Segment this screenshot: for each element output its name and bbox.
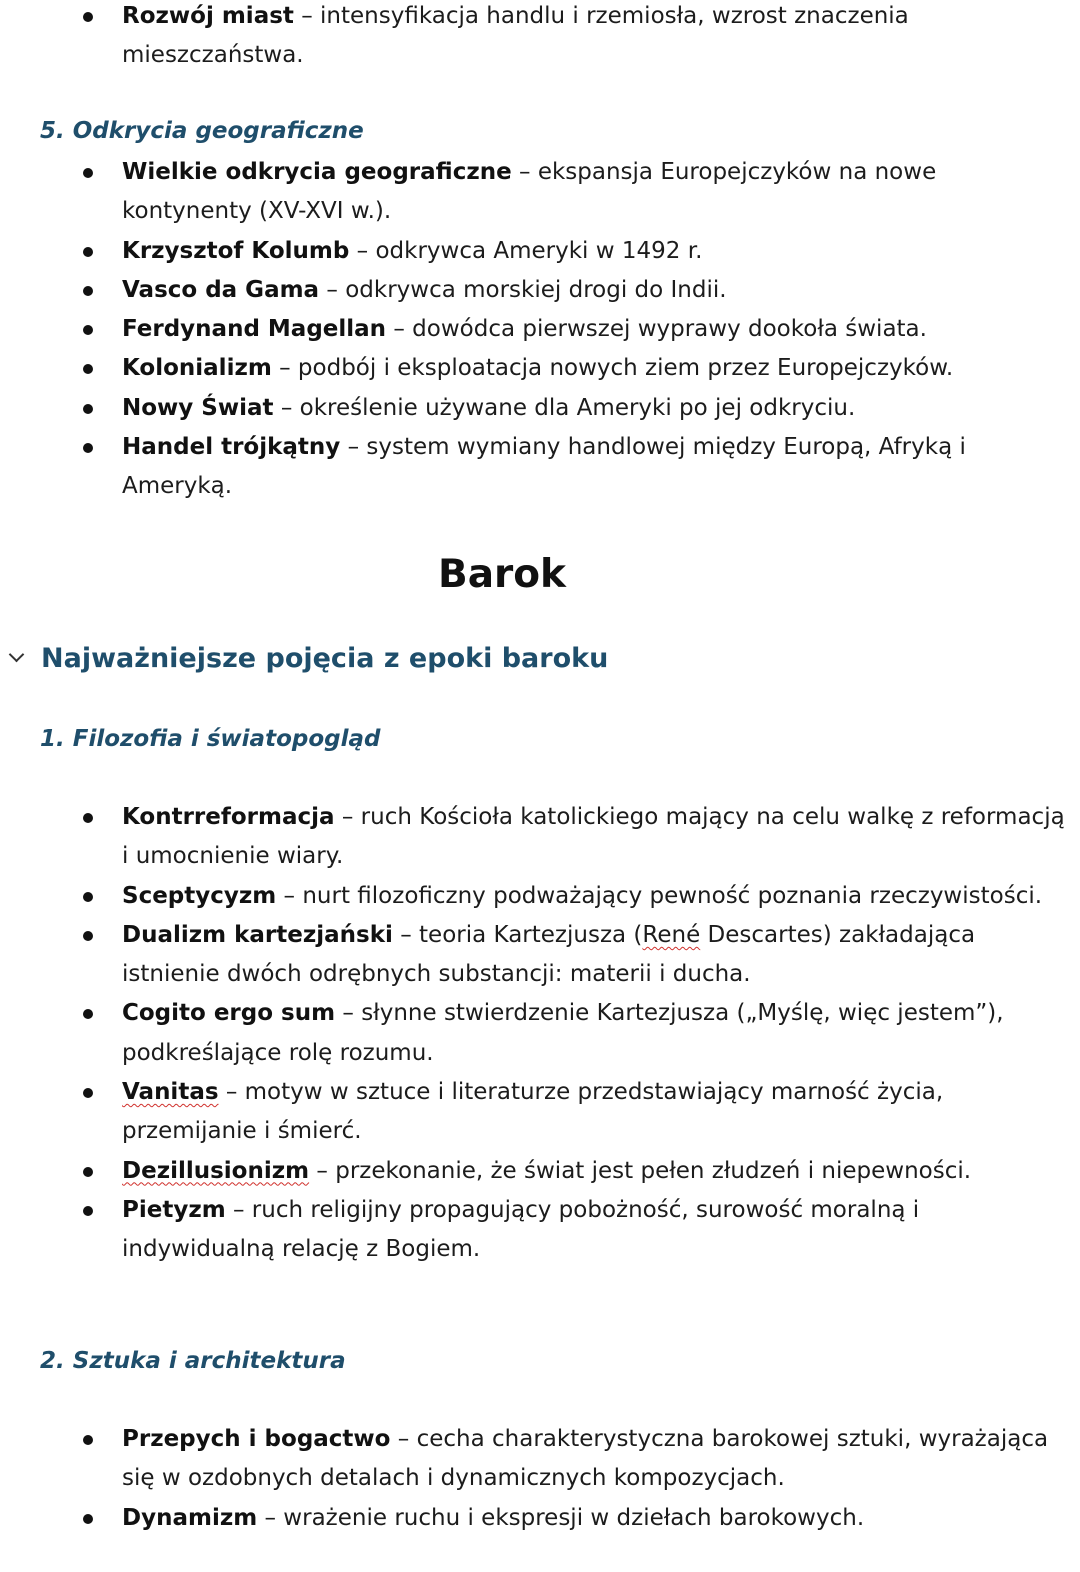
definition: – teoria Kartezjusza ( bbox=[392, 921, 643, 948]
term: Vanitas bbox=[122, 1079, 219, 1106]
section-heading-sztuka: 2. Sztuka i architektura bbox=[40, 1348, 346, 1374]
collapsible-heading-label: Najważniejsze pojęcia z epoki baroku bbox=[41, 643, 609, 674]
bullet-icon bbox=[83, 1514, 93, 1524]
list-item bbox=[0, 0, 1080, 76]
spellcheck-underlined-word: René bbox=[642, 921, 701, 948]
definition: – ruch Kościoła katolickiego mający na celu walkę z reformacją i umocnienie wiary. bbox=[122, 804, 1065, 870]
list-item bbox=[0, 310, 1080, 349]
term: Sceptycyzm bbox=[122, 882, 277, 909]
term: Nowy Świat bbox=[122, 394, 274, 421]
section2-bullet-list bbox=[0, 1420, 1080, 1538]
bullet-icon bbox=[83, 404, 93, 414]
collapsible-heading[interactable] bbox=[8, 643, 608, 674]
section-heading-filozofia: 1. Filozofia i światopogląd bbox=[40, 726, 381, 752]
bullet-icon bbox=[83, 325, 93, 335]
list-item bbox=[0, 1191, 1080, 1270]
bullet-icon bbox=[83, 931, 93, 941]
definition: – określenie używane dla Ameryki po jej odkryciu. bbox=[273, 394, 856, 421]
term: Krzysztof Kolumb bbox=[122, 237, 350, 264]
bullet-icon bbox=[83, 247, 93, 257]
definition: – system wymiany handlowej między Europą, Afryką i Ameryką. bbox=[122, 434, 966, 500]
definition: – ekspansja Europejczyków na nowe kontynenty (XV-XVI w.). bbox=[122, 159, 937, 225]
definition: – odkrywca Ameryki w 1492 r. bbox=[349, 237, 703, 264]
list-item bbox=[0, 232, 1080, 271]
list-item bbox=[0, 1073, 1080, 1152]
definition: – przekonanie, że świat jest pełen złudzeń i niepewności. bbox=[309, 1157, 972, 1184]
term: Pietyzm bbox=[122, 1196, 226, 1223]
bullet-icon bbox=[83, 813, 93, 823]
definition: – nurt filozoficzny podważający pewność poznania rzeczywistości. bbox=[276, 882, 1043, 909]
definition-continued: Descartes) zakładająca istnienie dwóch odrębnych substancji: materii i ducha. bbox=[122, 921, 976, 988]
list-item bbox=[0, 428, 1080, 507]
bullet-icon bbox=[83, 1435, 93, 1445]
list-item bbox=[0, 1499, 1080, 1538]
definition: – słynne stwierdzenie Kartezjusza („Myślę, więc jestem”), podkreślające rolę rozumu. bbox=[122, 1000, 1004, 1066]
chevron-down-icon[interactable] bbox=[9, 647, 25, 663]
list-item bbox=[0, 798, 1080, 877]
section1-bullet-list bbox=[0, 798, 1080, 1270]
bullet-icon bbox=[83, 286, 93, 296]
term: Kontrreformacja bbox=[122, 804, 335, 830]
term: Rozwój miast bbox=[122, 3, 294, 29]
term: Dezillusionizm bbox=[122, 1157, 310, 1184]
bullet-icon bbox=[83, 443, 93, 453]
term: Cogito ergo sum bbox=[122, 1000, 336, 1027]
bullet-icon bbox=[83, 1088, 93, 1098]
bullet-icon bbox=[83, 364, 93, 374]
term: Wielkie odkrycia geograficzne bbox=[122, 159, 512, 185]
definition: – podbój i eksploatacja nowych ziem przez Europejczyków. bbox=[271, 355, 954, 382]
section-heading-odkrycia: 5. Odkrycia geograficzne bbox=[40, 118, 364, 144]
definition: – motyw w sztuce i literaturze przedstawiający marność życia, przemijanie i śmierć. bbox=[122, 1079, 944, 1145]
definition: – ruch religijny propagujący pobożność, surowość moralną i indywidualną relację z Bogiem. bbox=[122, 1196, 920, 1263]
list-item bbox=[0, 1152, 1080, 1191]
bullet-icon bbox=[83, 1167, 93, 1177]
chapter-title: Barok bbox=[437, 552, 566, 597]
bullet-icon bbox=[83, 12, 93, 22]
definition: – odkrywca morskiej drogi do Indii. bbox=[319, 276, 727, 303]
term: Vasco da Gama bbox=[122, 276, 320, 303]
definition: – wrażenie ruchu i ekspresji w dziełach barokowych. bbox=[257, 1504, 865, 1531]
definition: – dowódca pierwszej wyprawy dookoła świata. bbox=[386, 316, 927, 343]
term: Dualizm kartezjański bbox=[122, 921, 393, 948]
bullet-icon bbox=[83, 168, 93, 178]
list-item bbox=[0, 271, 1080, 310]
list-item bbox=[0, 877, 1080, 916]
definition: – intensyfikacja handlu i rzemiosła, wzrost znaczenia mieszczaństwa. bbox=[122, 3, 909, 69]
definition: – cecha charakterystyczna barokowej sztuki, wyrażająca się w ozdobnych detalach i dynamicznych kompozycjach. bbox=[122, 1426, 1049, 1492]
list-item bbox=[0, 153, 1080, 232]
list-item bbox=[0, 1420, 1080, 1499]
term: Przepych i bogactwo bbox=[122, 1426, 391, 1452]
term: Kolonializm bbox=[122, 355, 272, 382]
term: Dynamizm bbox=[122, 1504, 258, 1531]
bullet-icon bbox=[83, 1206, 93, 1216]
term: Handel trójkątny bbox=[122, 434, 341, 461]
list-item bbox=[0, 349, 1080, 388]
section5-bullet-list bbox=[0, 153, 1080, 507]
bullet-icon bbox=[83, 892, 93, 902]
list-item bbox=[0, 994, 1080, 1073]
list-item bbox=[0, 916, 1080, 995]
top-bullet-list bbox=[0, 0, 1080, 76]
list-item bbox=[0, 389, 1080, 428]
term: Ferdynand Magellan bbox=[122, 316, 387, 343]
bullet-icon bbox=[83, 1009, 93, 1019]
